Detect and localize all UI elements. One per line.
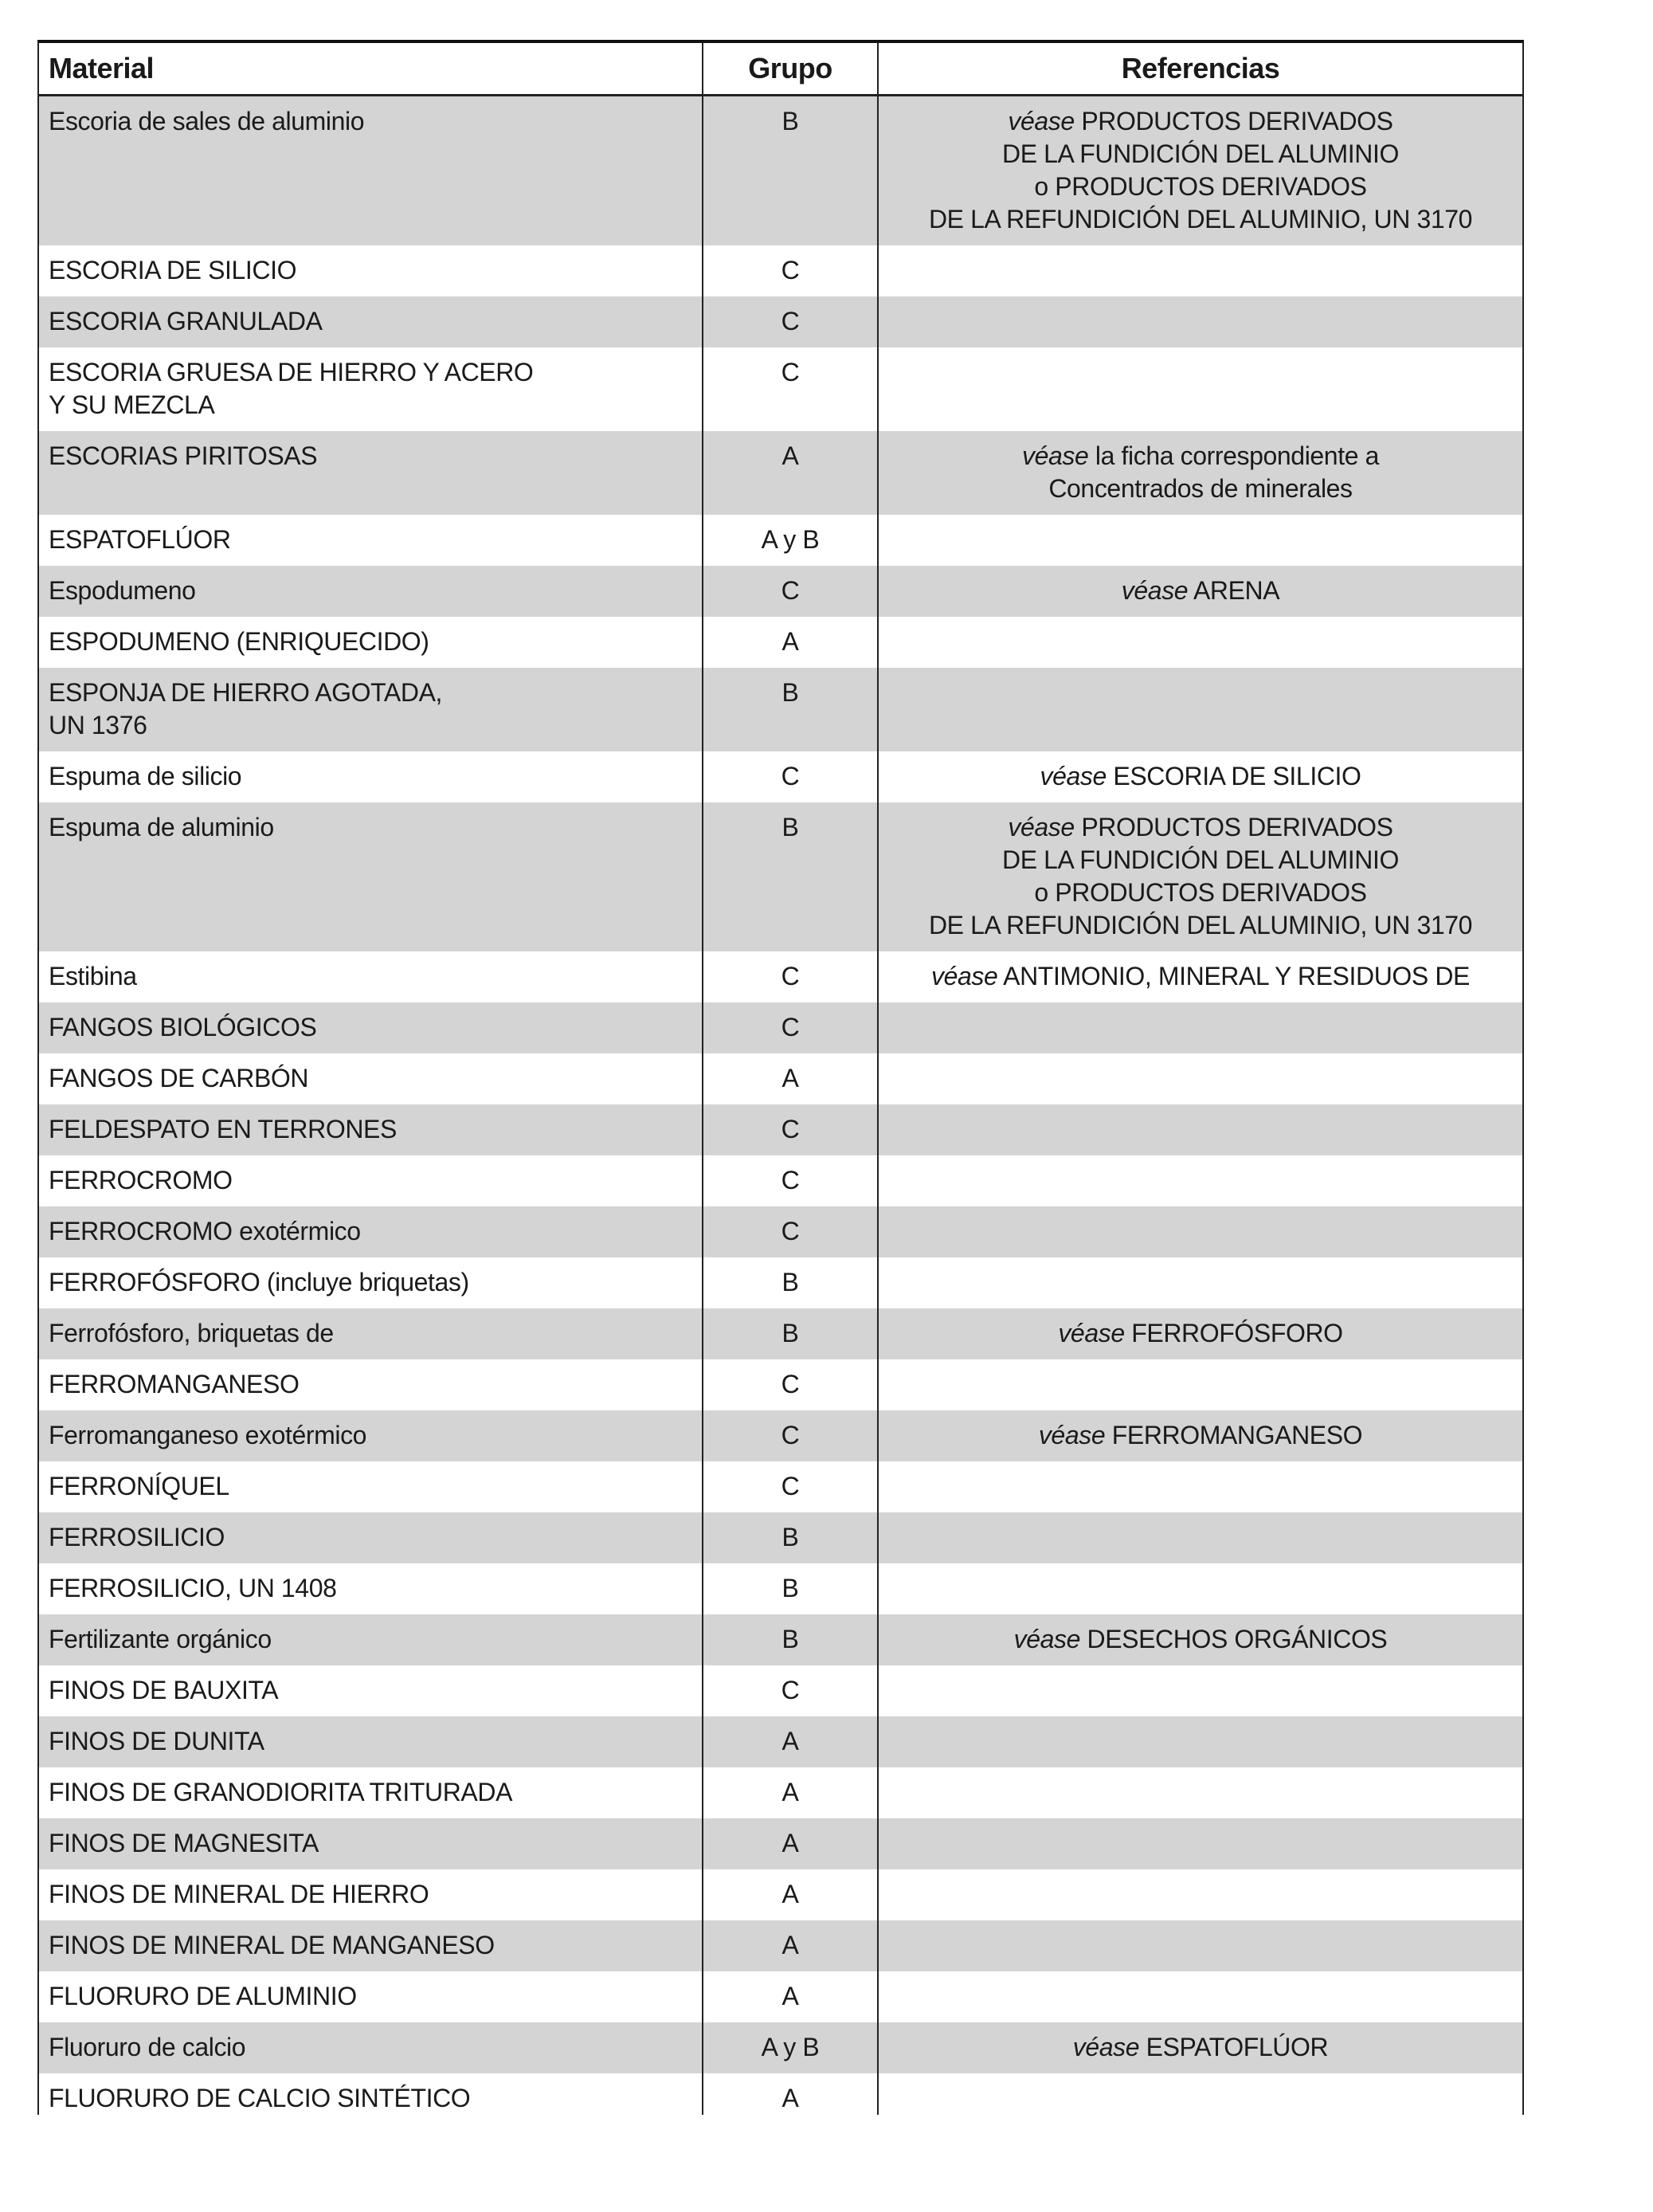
reference-text: véase FERROMANGANESO (1038, 1421, 1363, 1449)
material-cell (39, 1767, 703, 1818)
grupo-cell: A y B (703, 515, 878, 566)
material-text: ESPATOFLÚOR (49, 525, 231, 554)
reference-text: véase PRODUCTOS DERIVADOS (1008, 107, 1393, 135)
material-text: FINOS DE GRANODIORITA TRITURADA (49, 1778, 513, 1806)
material-text: FLUORURO DE ALUMINIO (49, 1982, 357, 2010)
grupo-cell: A (703, 1971, 878, 2022)
material-text: Espodumeno (49, 576, 196, 605)
referencias-cell (878, 1308, 1522, 1359)
reference-text: Concentrados de minerales (1048, 474, 1353, 503)
materials-table (37, 40, 1524, 2115)
table-row (39, 431, 1522, 515)
referencias-cell (878, 431, 1522, 515)
referencias-cell (878, 245, 1522, 296)
table-row (39, 1308, 1522, 1359)
referencias-cell (878, 1206, 1522, 1257)
material-cell (39, 1155, 703, 1206)
material-text: Fluoruro de calcio (49, 2033, 246, 2061)
table-row (39, 566, 1522, 617)
referencias-cell (878, 1359, 1522, 1410)
table-row (39, 1869, 1522, 1920)
material-cell (39, 1053, 703, 1104)
grupo-cell: C (703, 1461, 878, 1512)
material-text: FINOS DE MINERAL DE MANGANESO (49, 1931, 495, 1959)
vease-prefix: véase (1008, 107, 1075, 135)
table-row (39, 96, 1522, 246)
material-cell (39, 1818, 703, 1869)
material-cell (39, 1512, 703, 1563)
grupo-cell: A y B (703, 2022, 878, 2073)
grupo-cell: A (703, 1818, 878, 1869)
material-cell (39, 245, 703, 296)
referencias-cell (878, 1971, 1522, 2022)
material-text: FINOS DE BAUXITA (49, 1676, 279, 1704)
grupo-cell: B (703, 96, 878, 246)
grupo-cell: B (703, 1512, 878, 1563)
material-cell (39, 96, 703, 246)
referencias-cell (878, 1053, 1522, 1104)
material-cell (39, 1410, 703, 1461)
table-row (39, 1155, 1522, 1206)
grupo-cell: A (703, 617, 878, 668)
material-text: FANGOS DE CARBÓN (49, 1064, 309, 1092)
referencias-cell (878, 96, 1522, 246)
grupo-cell: B (703, 1563, 878, 1614)
material-text: FERROMANGANESO (49, 1370, 300, 1398)
material-text: Y SU MEZCLA (49, 390, 215, 419)
material-text: Ferrofósforo, briquetas de (49, 1319, 334, 1347)
reference-text: véase la ficha correspondiente a (1022, 441, 1379, 470)
referencias-cell (878, 617, 1522, 668)
referencias-cell (878, 1002, 1522, 1053)
material-text: FERROSILICIO, UN 1408 (49, 1574, 337, 1602)
material-cell (39, 1869, 703, 1920)
material-text: Espuma de silicio (49, 762, 242, 790)
reference-text: véase ARENA (1121, 576, 1280, 605)
table-row (39, 1461, 1522, 1512)
table-row (39, 2022, 1522, 2073)
grupo-cell: C (703, 751, 878, 802)
table-row (39, 617, 1522, 668)
material-cell (39, 1614, 703, 1665)
table-row (39, 1512, 1522, 1563)
reference-text: o PRODUCTOS DERIVADOS (1034, 878, 1367, 907)
material-cell (39, 751, 703, 802)
material-cell (39, 2073, 703, 2115)
table-row (39, 1002, 1522, 1053)
material-cell (39, 1257, 703, 1308)
material-cell (39, 617, 703, 668)
material-cell (39, 1308, 703, 1359)
vease-prefix: véase (1121, 576, 1189, 605)
material-cell (39, 951, 703, 1002)
material-text: ESCORIA GRANULADA (49, 307, 323, 335)
table-header-row (39, 43, 1522, 96)
grupo-cell: C (703, 245, 878, 296)
referencias-cell (878, 1818, 1522, 1869)
material-text: Escoria de sales de aluminio (49, 107, 365, 135)
referencias-cell (878, 1716, 1522, 1767)
referencias-cell (878, 1512, 1522, 1563)
grupo-cell: A (703, 1053, 878, 1104)
referencias-cell (878, 1563, 1522, 1614)
table-row (39, 751, 1522, 802)
material-cell (39, 1206, 703, 1257)
table-row (39, 1665, 1522, 1716)
referencias-cell (878, 1614, 1522, 1665)
grupo-cell: C (703, 566, 878, 617)
material-cell (39, 1665, 703, 1716)
grupo-cell: A (703, 2073, 878, 2115)
table-row (39, 1563, 1522, 1614)
reference-text: véase ESPATOFLÚOR (1072, 2033, 1329, 2061)
referencias-cell (878, 668, 1522, 751)
reference-text: véase ANTIMONIO, MINERAL Y RESIDUOS DE (931, 962, 1470, 990)
header-material: Material (39, 43, 703, 96)
referencias-cell (878, 2073, 1522, 2115)
reference-text: DE LA REFUNDICIÓN DEL ALUMINIO, UN 3170 (928, 911, 1473, 939)
material-cell (39, 347, 703, 431)
table-row (39, 1053, 1522, 1104)
table-row (39, 347, 1522, 431)
material-cell (39, 566, 703, 617)
table-row (39, 1971, 1522, 2022)
material-text: Ferromanganeso exotérmico (49, 1421, 367, 1449)
grupo-cell: A (703, 431, 878, 515)
material-text: FERRONÍQUEL (49, 1472, 229, 1500)
grupo-cell: C (703, 1359, 878, 1410)
material-text: ESCORIA GRUESA DE HIERRO Y ACERO (49, 358, 534, 386)
grupo-cell: B (703, 1308, 878, 1359)
material-cell (39, 1002, 703, 1053)
table-row (39, 1716, 1522, 1767)
reference-text: véase FERROFÓSFORO (1058, 1319, 1343, 1347)
material-cell (39, 1716, 703, 1767)
material-text: Estibina (49, 962, 137, 990)
referencias-cell (878, 1410, 1522, 1461)
material-cell (39, 668, 703, 751)
material-text: FERROCROMO (49, 1166, 233, 1194)
table-row (39, 296, 1522, 347)
referencias-cell (878, 566, 1522, 617)
vease-prefix: véase (1058, 1319, 1125, 1347)
grupo-cell: B (703, 1257, 878, 1308)
table-row (39, 802, 1522, 951)
referencias-cell (878, 1104, 1522, 1155)
table-row (39, 515, 1522, 566)
grupo-cell: C (703, 296, 878, 347)
grupo-cell: C (703, 1206, 878, 1257)
referencias-cell (878, 1920, 1522, 1971)
referencias-cell (878, 802, 1522, 951)
material-text: Fertilizante orgánico (49, 1625, 272, 1653)
referencias-cell (878, 1257, 1522, 1308)
material-cell (39, 1920, 703, 1971)
grupo-cell: C (703, 347, 878, 431)
reference-text: véase ESCORIA DE SILICIO (1040, 762, 1361, 790)
grupo-cell: C (703, 1155, 878, 1206)
table-row (39, 1257, 1522, 1308)
table-row (39, 1767, 1522, 1818)
table-row (39, 1410, 1522, 1461)
material-text: FERROCROMO exotérmico (49, 1217, 361, 1245)
grupo-cell: B (703, 668, 878, 751)
grupo-cell: A (703, 1920, 878, 1971)
grupo-cell: C (703, 1002, 878, 1053)
vease-prefix: véase (1013, 1625, 1081, 1653)
table-row (39, 951, 1522, 1002)
material-cell (39, 515, 703, 566)
table-row (39, 668, 1522, 751)
material-text: FLUORURO DE CALCIO SINTÉTICO (49, 2084, 471, 2112)
material-text: FERROSILICIO (49, 1523, 225, 1551)
referencias-cell (878, 347, 1522, 431)
reference-text: DE LA FUNDICIÓN DEL ALUMINIO (1002, 139, 1399, 168)
material-text: FELDESPATO EN TERRONES (49, 1115, 397, 1143)
reference-text: DE LA FUNDICIÓN DEL ALUMINIO (1002, 845, 1399, 874)
material-cell (39, 802, 703, 951)
material-text: ESPODUMENO (ENRIQUECIDO) (49, 627, 429, 656)
vease-prefix: véase (1038, 1421, 1106, 1449)
reference-text: véase DESECHOS ORGÁNICOS (1013, 1625, 1388, 1653)
vease-prefix: véase (1022, 441, 1089, 470)
material-text: FINOS DE MAGNESITA (49, 1829, 319, 1857)
grupo-cell: B (703, 1614, 878, 1665)
material-text: UN 1376 (49, 711, 147, 739)
vease-prefix: véase (1008, 813, 1075, 841)
material-text: FANGOS BIOLÓGICOS (49, 1013, 317, 1041)
material-text: FINOS DE DUNITA (49, 1727, 264, 1755)
grupo-cell: A (703, 1716, 878, 1767)
vease-prefix: véase (931, 962, 998, 990)
header-referencias: Referencias (878, 43, 1522, 96)
referencias-cell (878, 1869, 1522, 1920)
grupo-cell: C (703, 951, 878, 1002)
table-row (39, 245, 1522, 296)
referencias-cell (878, 951, 1522, 1002)
grupo-cell: C (703, 1665, 878, 1716)
material-text: Espuma de aluminio (49, 813, 274, 841)
referencias-cell (878, 2022, 1522, 2073)
material-cell (39, 1104, 703, 1155)
reference-text: o PRODUCTOS DERIVADOS (1034, 172, 1367, 201)
table-row (39, 1206, 1522, 1257)
material-cell (39, 431, 703, 515)
material-cell (39, 1563, 703, 1614)
material-text: ESCORIAS PIRITOSAS (49, 441, 318, 470)
vease-prefix: véase (1072, 2033, 1140, 2061)
material-text: FERROFÓSFORO (incluye briquetas) (49, 1268, 469, 1296)
table-row (39, 1359, 1522, 1410)
grupo-cell: C (703, 1104, 878, 1155)
referencias-cell (878, 515, 1522, 566)
table-row (39, 2073, 1522, 2115)
material-text: ESPONJA DE HIERRO AGOTADA, (49, 678, 443, 707)
referencias-cell (878, 1767, 1522, 1818)
material-cell (39, 1359, 703, 1410)
grupo-cell: C (703, 1410, 878, 1461)
table-body (39, 96, 1522, 2116)
table-row (39, 1818, 1522, 1869)
grupo-cell: A (703, 1869, 878, 1920)
material-text: ESCORIA DE SILICIO (49, 256, 297, 284)
grupo-cell: A (703, 1767, 878, 1818)
table-row (39, 1920, 1522, 1971)
referencias-cell (878, 1461, 1522, 1512)
table-row (39, 1104, 1522, 1155)
reference-text: DE LA REFUNDICIÓN DEL ALUMINIO, UN 3170 (928, 205, 1473, 233)
material-text: FINOS DE MINERAL DE HIERRO (49, 1880, 429, 1908)
material-cell (39, 1971, 703, 2022)
table-row (39, 1614, 1522, 1665)
vease-prefix: véase (1040, 762, 1107, 790)
material-cell (39, 2022, 703, 2073)
referencias-cell (878, 751, 1522, 802)
referencias-cell (878, 1665, 1522, 1716)
material-cell (39, 296, 703, 347)
grupo-cell: B (703, 802, 878, 951)
header-grupo: Grupo (703, 43, 878, 96)
reference-text: véase PRODUCTOS DERIVADOS (1008, 813, 1393, 841)
referencias-cell (878, 1155, 1522, 1206)
referencias-cell (878, 296, 1522, 347)
material-cell (39, 1461, 703, 1512)
